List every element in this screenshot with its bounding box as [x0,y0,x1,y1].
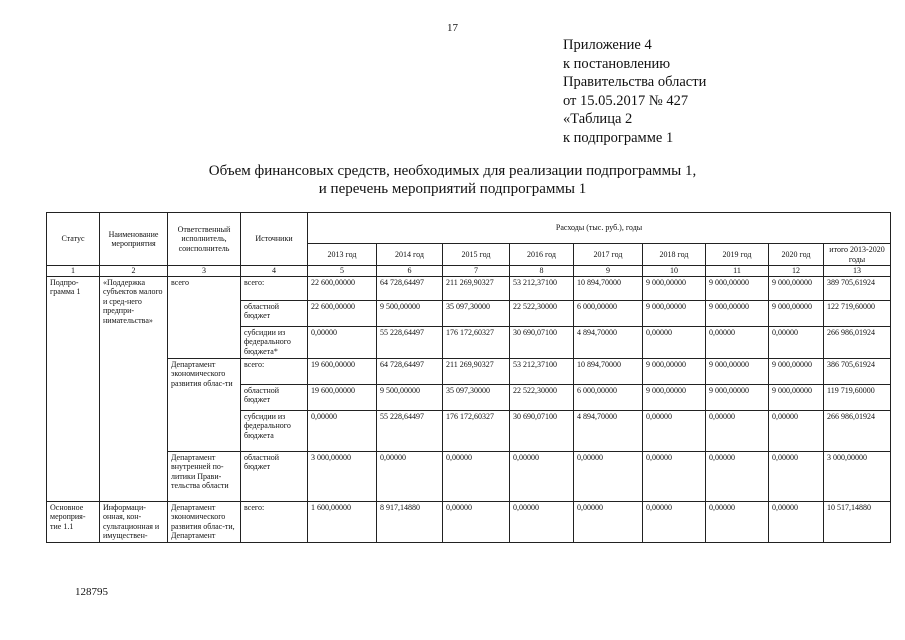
table-row [47,358,891,384]
document-code: 128795 [75,586,108,598]
source-cell: областной бюджет [241,451,308,501]
value-cell: 53 212,37100 [510,276,574,300]
appendix-line: «Таблица 2 [563,111,633,127]
table-row [47,451,891,501]
column-number: 12 [769,266,824,277]
header-year: 2016 год [510,244,574,266]
column-number: 7 [443,266,510,277]
value-cell: 0,00000 [443,451,510,501]
header-year: 2018 год [643,244,706,266]
value-cell: 19 600,00000 [308,384,377,410]
header-year: 2013 год [308,244,377,266]
total-cell: 389 705,61924 [824,276,891,300]
value-cell: 22 600,00000 [308,300,377,326]
column-number: 10 [643,266,706,277]
table-row [47,501,891,542]
value-cell: 9 000,00000 [643,300,706,326]
appendix-line: к подпрограмме 1 [563,129,674,146]
total-cell: 122 719,60000 [824,300,891,326]
title-line: и перечень мероприятий подпрограммы 1 [318,181,587,197]
value-cell: 9 000,00000 [769,300,824,326]
value-cell: 9 500,00000 [377,300,443,326]
value-cell: 6 000,00000 [574,384,643,410]
source-cell: областной бюджет [241,384,308,410]
source-cell: областной бюджет [241,300,308,326]
value-cell: 10 894,70000 [574,276,643,300]
header-row [47,213,891,244]
value-cell: 64 728,64497 [377,276,443,300]
value-cell: 0,00000 [706,410,769,451]
page-number: 17 [447,22,458,34]
value-cell: 3 000,00000 [308,451,377,501]
value-cell: 8 917,14880 [377,501,443,542]
source-cell: всего: [241,358,308,384]
value-cell: 55 228,64497 [377,410,443,451]
column-number: 3 [168,266,241,277]
value-cell: 176 172,60327 [443,410,510,451]
value-cell: 9 000,00000 [643,384,706,410]
value-cell: 211 269,90327 [443,276,510,300]
value-cell: 22 522,30000 [510,384,574,410]
value-cell: 0,00000 [574,501,643,542]
value-cell: 9 000,00000 [706,276,769,300]
value-cell: 0,00000 [769,410,824,451]
value-cell: 0,00000 [769,501,824,542]
budget-table [46,212,891,543]
value-cell: 9 000,00000 [706,300,769,326]
value-cell: 35 097,30000 [443,300,510,326]
executor-cell: всего [168,276,241,358]
value-cell: 0,00000 [706,326,769,358]
status-cell: Основное мероприя-тие 1.1 [47,501,100,542]
executor-cell: Департамент внутренней по-литики Прави-тельства области [168,451,241,501]
value-cell: 9 500,00000 [377,384,443,410]
appendix-line: Правительства области [563,74,707,90]
header-year: 2015 год [443,244,510,266]
value-cell: 0,00000 [643,501,706,542]
header-year: 2017 год [574,244,643,266]
value-cell: 176 172,60327 [443,326,510,358]
source-cell: субсидии из федерального бюджета* [241,326,308,358]
source-cell: всего: [241,501,308,542]
value-cell: 4 894,70000 [574,410,643,451]
value-cell: 30 690,07100 [510,410,574,451]
value-cell: 0,00000 [377,451,443,501]
value-cell: 0,00000 [643,410,706,451]
measure-name-cell: «Поддержка субъектов малого и сред-него предпри-нимательства» [100,276,168,501]
status-cell: Подпро-грамма 1 [47,276,100,501]
value-cell: 22 600,00000 [308,276,377,300]
column-number: 13 [824,266,891,277]
title-line: Объем финансовых средств, необходимых для реализации подпрограммы 1, [208,163,697,179]
column-number: 6 [377,266,443,277]
value-cell: 9 000,00000 [643,276,706,300]
value-cell: 35 097,30000 [443,384,510,410]
header-expenses: Расходы (тыс. руб.), годы [308,213,891,244]
appendix-line: Приложение 4 [563,37,652,53]
header-year: 2020 год [769,244,824,266]
value-cell: 6 000,00000 [574,300,643,326]
value-cell: 10 894,70000 [574,358,643,384]
value-cell: 0,00000 [308,326,377,358]
value-cell: 0,00000 [706,451,769,501]
value-cell: 0,00000 [769,326,824,358]
value-cell: 30 690,07100 [510,326,574,358]
source-cell: всего: [241,276,308,300]
executor-cell: Департамент экономического развития облас-ти, Департамент [168,501,241,542]
total-cell: 119 719,60000 [824,384,891,410]
value-cell: 0,00000 [443,501,510,542]
value-cell: 1 600,00000 [308,501,377,542]
appendix-block [563,36,706,147]
source-cell: субсидии из федерального бюджета [241,410,308,451]
value-cell: 22 522,30000 [510,300,574,326]
value-cell: 9 000,00000 [769,276,824,300]
header-name: Наименование мероприятия [100,213,168,266]
document-title [0,162,905,198]
value-cell: 55 228,64497 [377,326,443,358]
appendix-line: от 15.05.2017 № 427 [563,92,689,109]
measure-name-cell: Информаци-онная, кон-сультационная и имуществен- [100,501,168,542]
column-number: 11 [706,266,769,277]
value-cell: 0,00000 [308,410,377,451]
column-number: 9 [574,266,643,277]
column-number: 4 [241,266,308,277]
header-status: Статус [47,213,100,266]
value-cell: 0,00000 [769,451,824,501]
value-cell: 9 000,00000 [706,384,769,410]
value-cell: 9 000,00000 [769,358,824,384]
value-cell: 0,00000 [706,501,769,542]
header-year: 2019 год [706,244,769,266]
header-executor: Ответственный исполнитель, соисполнитель [168,213,241,266]
column-number: 5 [308,266,377,277]
header-sources: Источники [241,213,308,266]
executor-cell: Департамент экономического развития облас-ти [168,358,241,451]
value-cell: 0,00000 [510,451,574,501]
column-number: 8 [510,266,574,277]
value-cell: 53 212,37100 [510,358,574,384]
value-cell: 64 728,64497 [377,358,443,384]
value-cell: 19 600,00000 [308,358,377,384]
column-number-row [47,266,891,277]
value-cell: 0,00000 [643,326,706,358]
total-cell: 386 705,61924 [824,358,891,384]
value-cell: 9 000,00000 [706,358,769,384]
header-year: 2014 год [377,244,443,266]
column-number: 2 [100,266,168,277]
value-cell: 9 000,00000 [769,384,824,410]
table-row [47,276,891,300]
appendix-line: к постановлению [563,55,671,72]
value-cell: 9 000,00000 [643,358,706,384]
value-cell: 4 894,70000 [574,326,643,358]
value-cell: 0,00000 [510,501,574,542]
column-number: 1 [47,266,100,277]
total-cell: 10 517,14880 [824,501,891,542]
total-cell: 266 986,01924 [824,410,891,451]
header-total: итого 2013-2020 годы [824,244,891,266]
value-cell: 0,00000 [574,451,643,501]
value-cell: 211 269,90327 [443,358,510,384]
value-cell: 0,00000 [643,451,706,501]
total-cell: 266 986,01924 [824,326,891,358]
total-cell: 3 000,00000 [824,451,891,501]
